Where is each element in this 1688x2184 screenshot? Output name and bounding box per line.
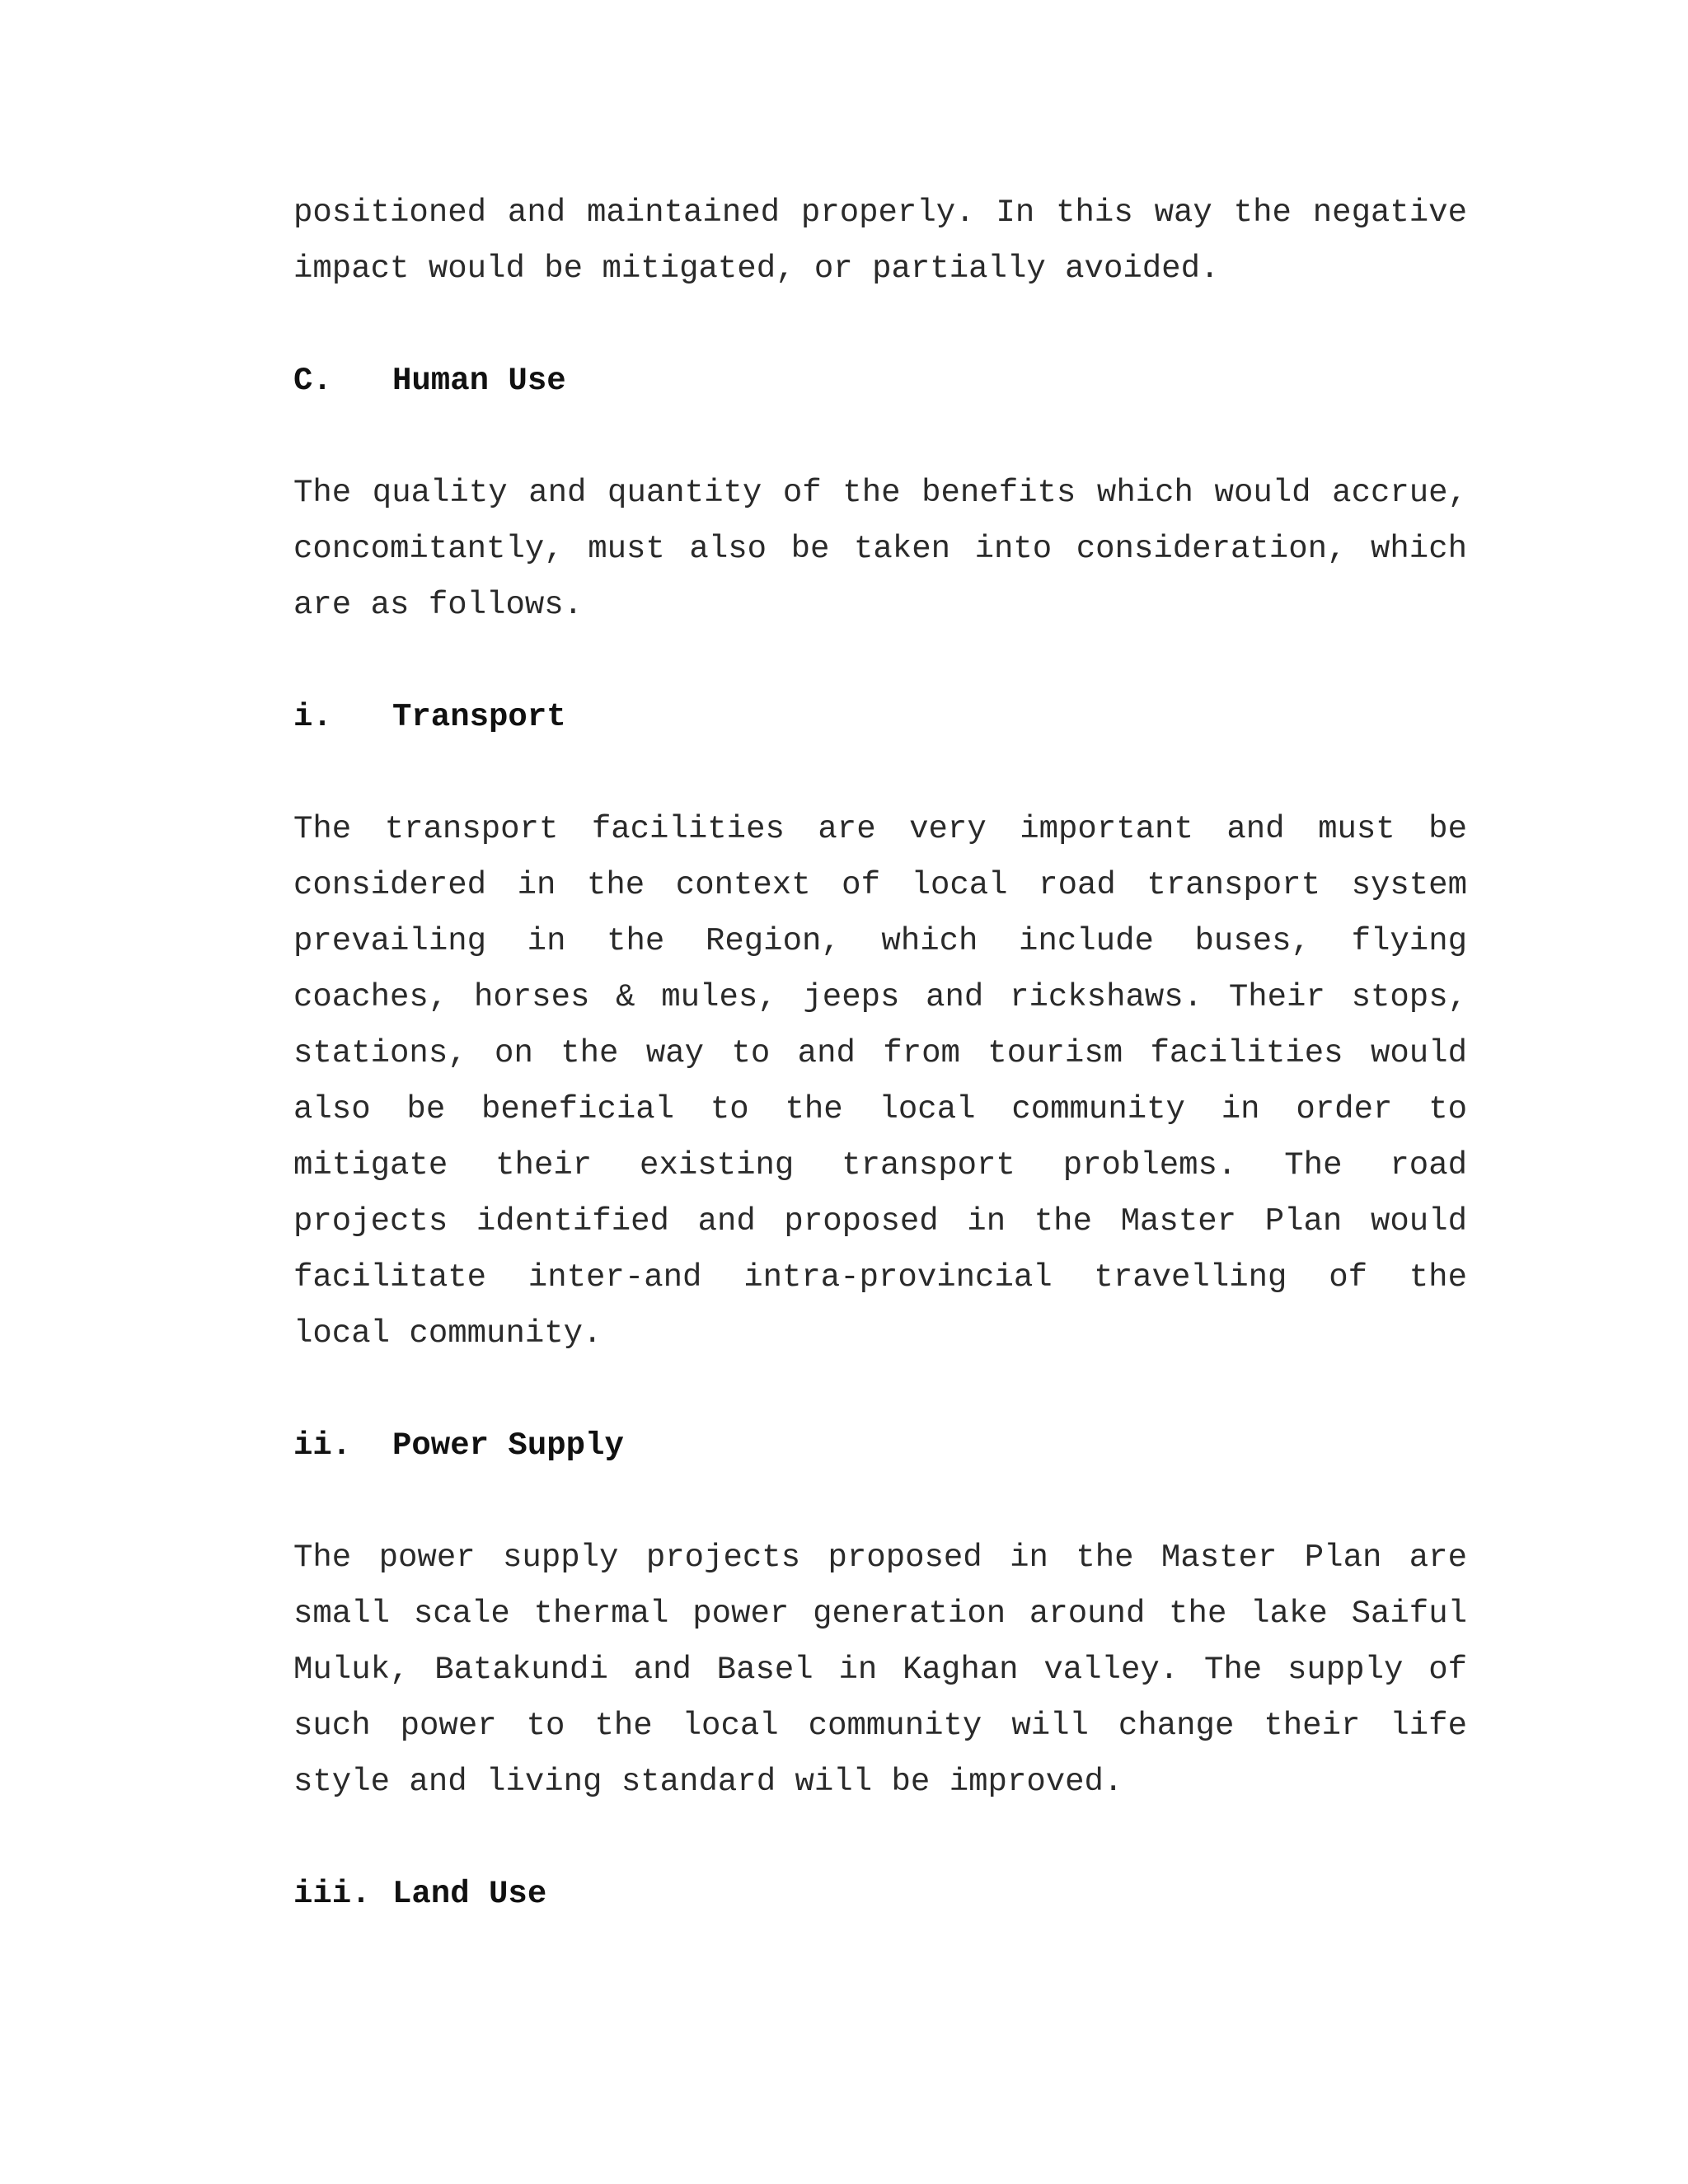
heading-human-use: [293, 353, 1467, 409]
heading-title: Land Use: [392, 1876, 547, 1912]
heading-title: Power Supply: [392, 1427, 624, 1464]
document-body: [293, 185, 1467, 1922]
heading-transport: [293, 689, 1467, 745]
heading-number: C.: [293, 363, 332, 399]
heading-title: Human Use: [392, 363, 566, 399]
heading-power-supply: [293, 1418, 1467, 1474]
heading-number: ii.: [293, 1427, 352, 1464]
paragraph-mitigation: positioned and maintained properly. In this way the negative impact would be mitigated, or partially avoided.: [293, 194, 1467, 287]
paragraph-transport: The transport facilities are very important and must be considered in the context of local road transport system prevailing in the Region, which include buses, flying coaches, horses & mules, jeeps and rickshaws. Their stops, stations, on the way to and from tourism facilities would also be beneficial to the local community in order to mitigate their existing transport problems. The road projects identified and proposed in the Master Plan would facilitate inter-and intra-provincial travelling of the local community.: [293, 811, 1467, 1352]
paragraph-power-supply: The power supply projects proposed in the Master Plan are small scale thermal power generation around the lake Saiful Muluk, Batakundi and Basel in Kaghan valley. The supply of such power to the local community will change their life style and living standard will be improved.: [293, 1540, 1467, 1800]
heading-title: Transport: [392, 699, 566, 735]
heading-land-use: [293, 1866, 1467, 1922]
paragraph-benefits: The quality and quantity of the benefits which would accrue, concomitantly, must also be taken into consideration, which are as follows.: [293, 475, 1467, 623]
heading-number: i.: [293, 699, 332, 735]
heading-number: iii.: [293, 1876, 371, 1912]
